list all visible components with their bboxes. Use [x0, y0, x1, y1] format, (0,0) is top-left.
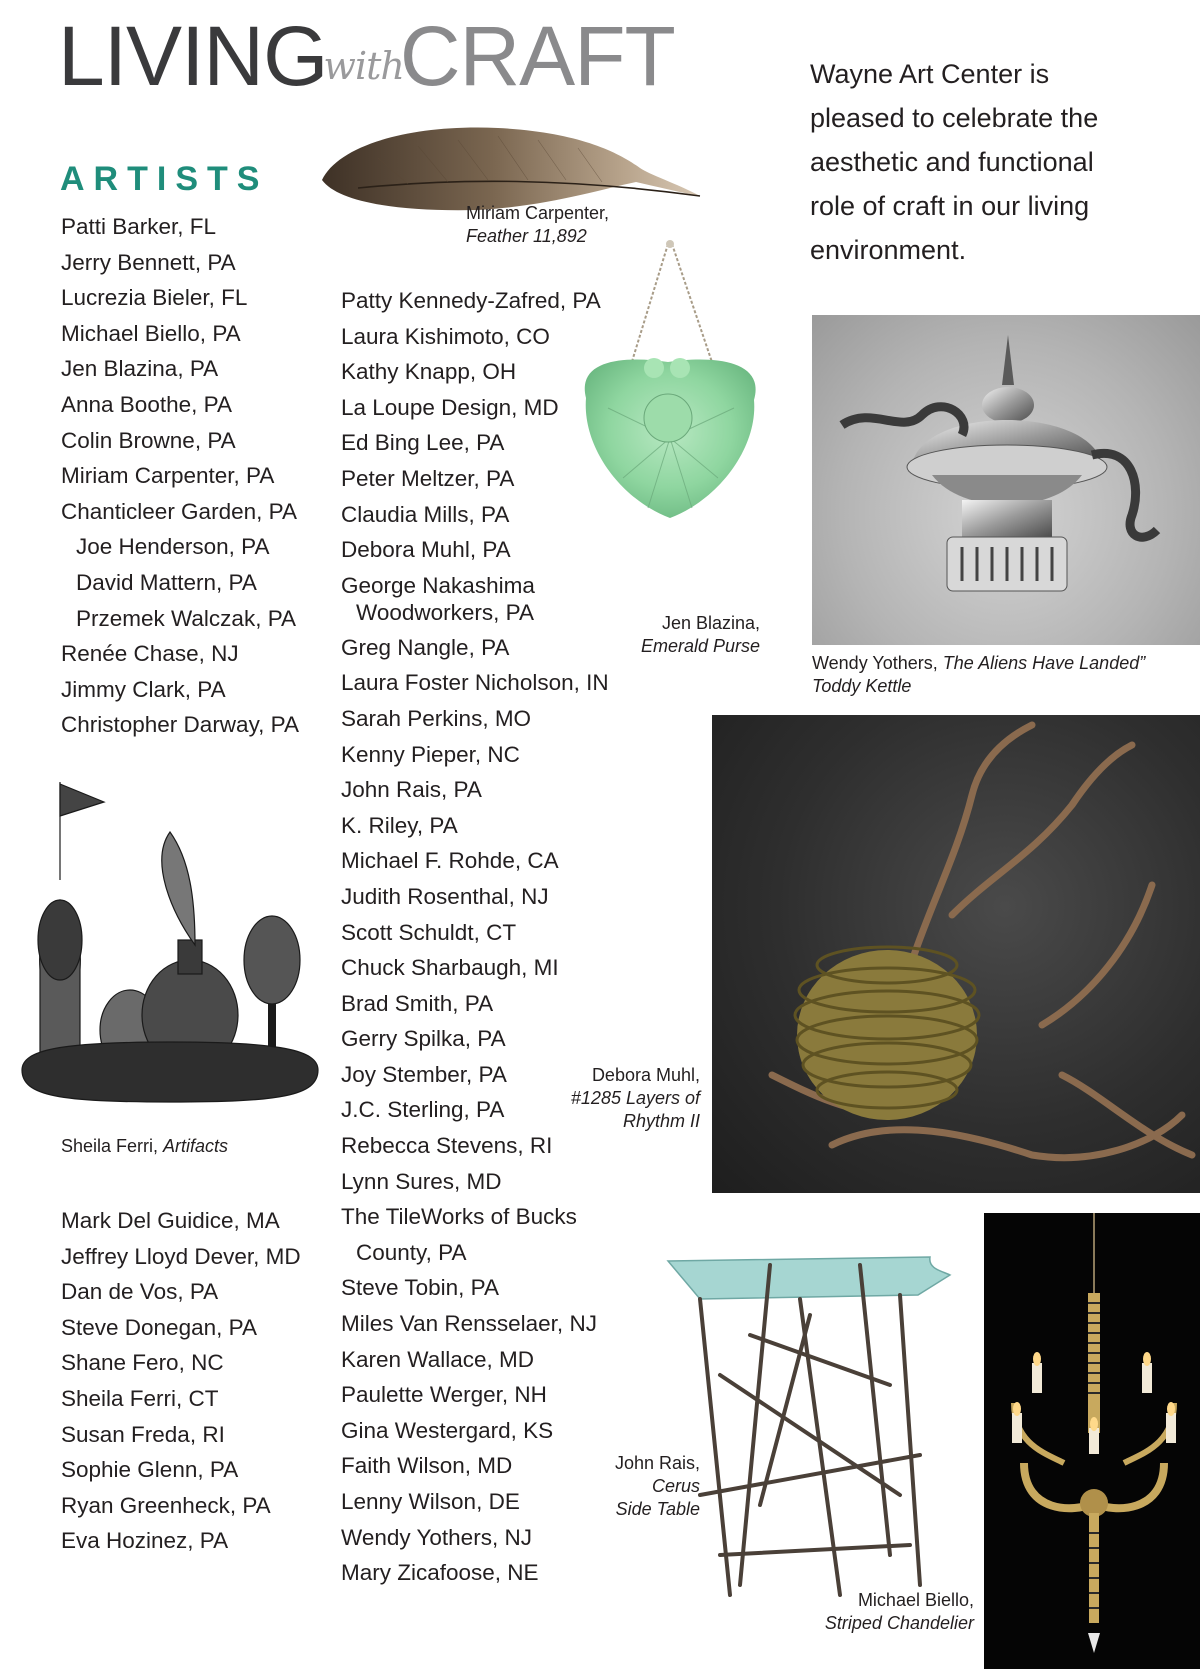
caption-chandelier — [760, 1589, 974, 1635]
caption-artifacts — [61, 1135, 228, 1158]
caption-work-title-2: Rhythm II — [622, 1111, 700, 1131]
list-item: Judith Rosenthal, NJ — [341, 883, 549, 909]
list-item: Claudia Mills, PA — [341, 501, 510, 527]
list-item: Kathy Knapp, OH — [341, 359, 517, 385]
chandelier-artwork-image — [984, 1213, 1200, 1669]
caption-artist: John Rais, — [614, 1453, 700, 1473]
caption-work-title: Striped Chandelier — [824, 1613, 974, 1633]
caption-artist: Michael Biello, — [857, 1590, 974, 1610]
list-item: County, PA — [356, 1239, 467, 1265]
list-item: Sheila Ferri, CT — [61, 1385, 219, 1411]
chandelier-artwork-graphic — [984, 1213, 1200, 1669]
list-item: Colin Browne, PA — [61, 427, 236, 453]
list-item: La Loupe Design, MD — [341, 394, 559, 420]
basket-artwork-graphic — [712, 715, 1200, 1193]
intro-text: Wayne Art Center is pleased to celebrate the aesthetic and functional role of craft in our living environment. — [810, 59, 1099, 265]
list-item: Gerry Spilka, PA — [341, 1026, 506, 1052]
caption-artist: Wendy Yothers, — [812, 653, 943, 673]
caption-purse — [600, 612, 760, 658]
list-item: Przemek Walczak, PA — [76, 605, 297, 631]
list-item: Jimmy Clark, PA — [61, 676, 226, 702]
list-item: Laura Kishimoto, CO — [341, 323, 550, 349]
artifacts-artwork-image — [20, 780, 320, 1110]
list-item: Mary Zicafoose, NE — [341, 1560, 539, 1586]
list-item: Michael F. Rohde, CA — [341, 848, 559, 874]
caption-work-title-2: Toddy Kettle — [812, 676, 912, 696]
list-item: Patty Kennedy-Zafred, PA — [341, 288, 601, 313]
caption-work-2 — [540, 1498, 700, 1521]
caption-work-title: Emerald Purse — [640, 636, 760, 656]
list-item: Sarah Perkins, MO — [341, 705, 532, 731]
list-item: Renée Chase, NJ — [61, 641, 239, 667]
kettle-artwork-image — [812, 315, 1200, 645]
list-item: Debora Muhl, PA — [341, 537, 511, 563]
title-living: LIVING — [58, 9, 328, 103]
list-item: George Nakashima — [341, 572, 535, 598]
page-title — [58, 9, 675, 103]
list-item: Brad Smith, PA — [341, 990, 494, 1016]
list-item: Miriam Carpenter, PA — [61, 463, 275, 489]
list-item: Lynn Sures, MD — [341, 1168, 502, 1194]
caption-artist: Sheila Ferri, — [61, 1136, 164, 1156]
basket-artwork-image — [712, 715, 1200, 1193]
caption-work-title: #1285 Layers of — [570, 1088, 700, 1108]
artist-list-col1-bottom — [61, 1203, 301, 1559]
list-item: Joe Henderson, PA — [76, 534, 270, 560]
list-item: Lenny Wilson, DE — [341, 1489, 520, 1514]
caption-work — [760, 1612, 974, 1635]
list-item: Chanticleer Garden, PA — [61, 498, 297, 524]
list-item: Patti Barker, FL — [61, 214, 217, 239]
purse-artwork-image — [568, 238, 772, 526]
list-item: David Mattern, PA — [76, 569, 257, 595]
caption-table — [540, 1452, 700, 1521]
list-item: Joy Stember, PA — [341, 1061, 507, 1087]
title-with: with — [323, 44, 404, 88]
caption-work-2 — [540, 1110, 700, 1133]
list-item: Peter Meltzer, PA — [341, 465, 515, 491]
list-item: Greg Nangle, PA — [341, 634, 510, 660]
caption-kettle — [812, 652, 1197, 698]
side-table-artwork-image — [660, 1255, 960, 1600]
list-item: Dan de Vos, PA — [61, 1279, 219, 1305]
list-item: Ed Bing Lee, PA — [341, 430, 505, 456]
list-item: John Rais, PA — [341, 777, 482, 803]
caption-work-title: Cerus — [651, 1476, 700, 1496]
caption-work-title-2: Side Table — [615, 1499, 700, 1519]
kettle-artwork-graphic — [812, 315, 1200, 645]
list-item: Laura Foster Nicholson, IN — [341, 670, 609, 696]
caption-artist: Jen Blazina, — [661, 613, 760, 633]
list-item: Susan Freda, RI — [61, 1421, 225, 1447]
list-item: Woodworkers, PA — [356, 599, 534, 625]
caption-work — [600, 635, 760, 658]
list-item: Jerry Bennett, PA — [61, 249, 236, 275]
caption-artist: Debora Muhl, — [591, 1065, 700, 1085]
caption-work — [540, 1475, 700, 1498]
list-item: Scott Schuldt, CT — [341, 919, 517, 945]
list-item: Gina Westergard, KS — [341, 1417, 554, 1443]
list-item: Mark Del Guidice, MA — [61, 1208, 280, 1233]
caption-work — [540, 1087, 700, 1110]
caption-line-2 — [812, 675, 1197, 698]
artist-list-col1 — [61, 209, 299, 743]
artists-heading: ARTISTS — [60, 160, 269, 198]
list-item: Jeffrey Lloyd Dever, MD — [61, 1243, 301, 1269]
caption-line-1 — [812, 652, 1197, 675]
caption-work-title: The Aliens Have Landed” — [942, 653, 1146, 673]
list-item: K. Riley, PA — [341, 812, 458, 838]
list-item: Steve Tobin, PA — [341, 1275, 500, 1301]
list-item: Anna Boothe, PA — [61, 391, 232, 417]
list-item: Jen Blazina, PA — [61, 356, 219, 382]
list-item: Chuck Sharbaugh, MI — [341, 955, 559, 981]
list-item: Kenny Pieper, NC — [341, 741, 520, 767]
caption-work-title: Artifacts — [163, 1136, 229, 1156]
caption-artist: Miriam Carpenter, — [466, 203, 610, 223]
list-item: Steve Donegan, PA — [61, 1314, 257, 1340]
list-item: Ryan Greenheck, PA — [61, 1492, 271, 1518]
list-item: Michael Biello, PA — [61, 320, 241, 346]
list-item: Christopher Darway, PA — [61, 712, 299, 738]
list-item: Shane Fero, NC — [61, 1350, 224, 1376]
list-item: Faith Wilson, MD — [341, 1453, 513, 1479]
list-item: The TileWorks of Bucks — [341, 1204, 577, 1230]
caption-work-title: Feather 11,892 — [466, 226, 587, 246]
list-item: Lucrezia Bieler, FL — [61, 285, 248, 311]
list-item: Paulette Werger, NH — [341, 1382, 547, 1408]
list-item: Eva Hozinez, PA — [61, 1528, 229, 1554]
caption-basket — [540, 1064, 700, 1133]
list-item: Miles Van Rensselaer, NJ — [341, 1311, 597, 1337]
list-item: J.C. Sterling, PA — [341, 1097, 505, 1123]
list-item: Wendy Yothers, NJ — [341, 1524, 532, 1550]
list-item: Karen Wallace, MD — [341, 1346, 534, 1372]
title-craft: CRAFT — [399, 9, 675, 103]
list-item: Sophie Glenn, PA — [61, 1457, 239, 1483]
list-item: Rebecca Stevens, RI — [341, 1133, 553, 1159]
